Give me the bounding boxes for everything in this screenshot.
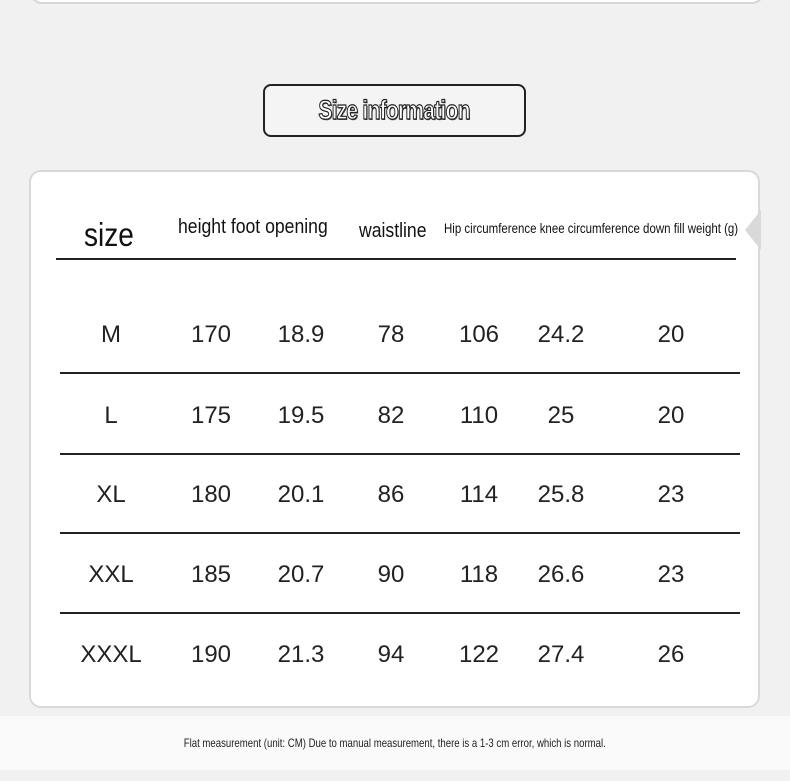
cell-hip: 118 bbox=[459, 561, 499, 588]
previous-card-edge bbox=[30, 0, 764, 4]
cell-height: 185 bbox=[190, 561, 232, 588]
row-divider bbox=[60, 532, 740, 534]
cell-foot-opening: 20.1 bbox=[277, 481, 325, 508]
cell-height: 190 bbox=[190, 641, 232, 668]
cell-waistline: 94 bbox=[377, 641, 405, 668]
cell-hip: 122 bbox=[458, 641, 500, 668]
cell-fill: 20 bbox=[657, 402, 685, 429]
cell-knee: 27.4 bbox=[537, 641, 585, 668]
cell-fill: 26 bbox=[657, 641, 685, 668]
header-waistline: waistline bbox=[359, 220, 427, 242]
cell-knee: 24.2 bbox=[537, 321, 585, 348]
cell-fill: 23 bbox=[657, 481, 685, 508]
cell-size: XXL bbox=[88, 561, 134, 588]
cell-hip: 106 bbox=[458, 321, 500, 348]
row-divider bbox=[60, 612, 740, 614]
header-size: size bbox=[84, 216, 134, 253]
cell-knee: 25.8 bbox=[537, 481, 585, 508]
table-row bbox=[31, 536, 758, 614]
cell-fill: 20 bbox=[657, 321, 685, 348]
cell-knee: 26.6 bbox=[537, 561, 585, 588]
cell-waistline: 78 bbox=[377, 321, 405, 348]
table-row bbox=[31, 377, 758, 455]
table-row bbox=[31, 456, 758, 534]
section-title-box bbox=[263, 84, 526, 137]
header-divider bbox=[56, 258, 736, 260]
header-height-foot-opening: height foot opening bbox=[178, 216, 328, 238]
cell-foot-opening: 20.7 bbox=[277, 561, 325, 588]
header-hip-knee-fill: Hip circumference knee circumference down fill weight (g) bbox=[444, 220, 739, 236]
cell-hip: 110 bbox=[459, 402, 499, 429]
footer-note-bar bbox=[0, 716, 790, 770]
cell-waistline: 90 bbox=[377, 561, 405, 588]
cell-foot-opening: 19.5 bbox=[277, 402, 325, 429]
cell-size: L bbox=[104, 402, 118, 429]
size-table-card bbox=[29, 170, 760, 708]
row-divider bbox=[60, 372, 740, 374]
cell-waistline: 82 bbox=[377, 402, 405, 429]
cell-fill: 23 bbox=[657, 561, 685, 588]
table-row bbox=[31, 296, 758, 374]
table-header bbox=[31, 172, 758, 262]
cell-knee: 25 bbox=[547, 402, 575, 429]
cell-height: 170 bbox=[190, 321, 232, 348]
cell-height: 175 bbox=[190, 402, 232, 429]
cell-foot-opening: 21.3 bbox=[277, 641, 325, 668]
row-divider bbox=[60, 453, 740, 455]
cell-waistline: 86 bbox=[377, 481, 405, 508]
side-tab-marker bbox=[745, 210, 761, 250]
cell-size: XXXL bbox=[80, 641, 142, 668]
section-title: Size information bbox=[318, 95, 471, 125]
cell-hip: 114 bbox=[459, 481, 499, 508]
cell-foot-opening: 18.9 bbox=[277, 321, 325, 348]
table-row bbox=[31, 616, 758, 694]
cell-size: XL bbox=[96, 481, 126, 508]
footer-note: Flat measurement (unit: CM) Due to manual measurement, there is a 1-3 cm error, which is normal. bbox=[183, 736, 607, 750]
cell-height: 180 bbox=[190, 481, 232, 508]
cell-size: M bbox=[101, 321, 121, 348]
